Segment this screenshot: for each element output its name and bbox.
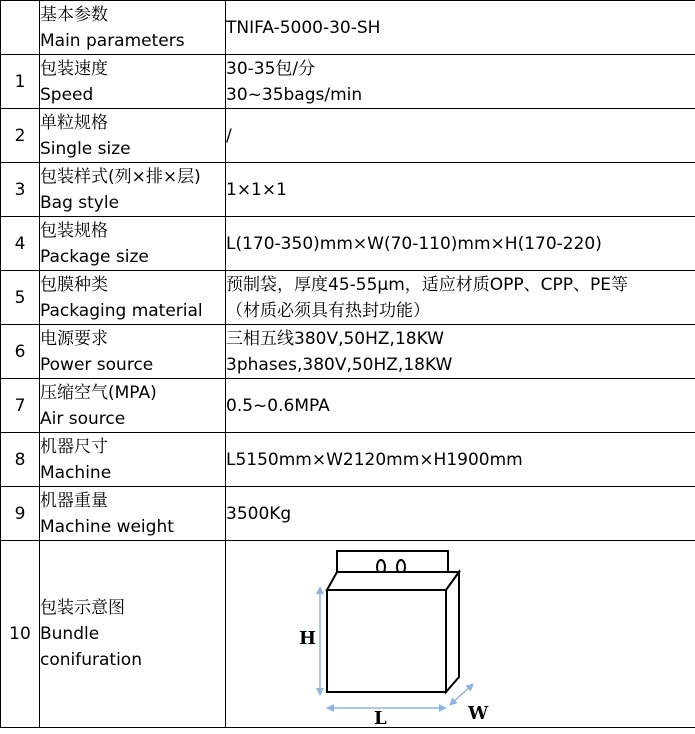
param-zh: 包装速度 [40, 58, 108, 79]
row-number: 5 [1, 271, 40, 325]
value-line2: 30~35bags/min [226, 84, 363, 105]
row-number: 8 [1, 433, 40, 487]
table-row [1, 109, 695, 163]
param-zh: 电源要求 [40, 328, 108, 349]
box-side-face [446, 572, 459, 692]
table-row [1, 433, 695, 487]
param-cell [40, 163, 226, 217]
box-top-face [327, 572, 459, 590]
value-cell [226, 325, 695, 379]
header-param-en: Main parameters [40, 30, 185, 51]
header-model-value: TNIFA-5000-30-SH [226, 1, 695, 55]
param-zh: 包膜种类 [40, 274, 108, 295]
param-zh: 包装示意图 [40, 598, 125, 618]
row-number: 4 [1, 217, 40, 271]
param-en: Bag style [40, 192, 120, 213]
bundle-figure-cell [226, 541, 695, 728]
param-en: Machine [40, 462, 112, 483]
value-cell [226, 271, 695, 325]
param-cell [40, 541, 226, 728]
param-en: Bundle [40, 624, 100, 644]
table-row [1, 217, 695, 271]
row-number: 2 [1, 109, 40, 163]
row-number: 6 [1, 325, 40, 379]
length-label: L [374, 708, 387, 728]
header-param-cell [40, 1, 226, 55]
table-row [1, 541, 695, 728]
param-zh: 包装规格 [40, 220, 108, 241]
param-en: Package size [40, 246, 149, 267]
row-number: 7 [1, 379, 40, 433]
param-en: Speed [40, 84, 94, 105]
value-cell: 0.5~0.6MPA [226, 379, 695, 433]
value-cell: / [226, 109, 695, 163]
value-line1: 30-35包/分 [226, 58, 316, 79]
value-cell: 1×1×1 [226, 163, 695, 217]
width-label: W [468, 703, 489, 724]
param-zh: 压缩空气(MPA) [40, 382, 157, 403]
param-cell [40, 487, 226, 541]
param-en: Single size [40, 138, 131, 159]
width-arrow [452, 686, 471, 703]
param-en: Air source [40, 408, 126, 429]
table-row [1, 55, 695, 109]
box-front-face [327, 590, 446, 692]
param-zh: 机器重量 [40, 490, 108, 511]
param-zh: 机器尺寸 [40, 436, 108, 457]
row-number: 9 [1, 487, 40, 541]
table-row [1, 325, 695, 379]
param-cell [40, 325, 226, 379]
row-number: 10 [1, 541, 40, 728]
table-row [1, 487, 695, 541]
table-header-row [1, 1, 695, 55]
value-line2: 3phases,380V,50HZ,18KW [226, 354, 453, 375]
value-cell [226, 55, 695, 109]
height-label: H [299, 628, 317, 649]
table-row [1, 379, 695, 433]
value-cell: L(170-350)mm×W(70-110)mm×H(170-220) [226, 217, 695, 271]
table-row [1, 271, 695, 325]
header-number-cell [1, 1, 40, 55]
row-number: 1 [1, 55, 40, 109]
param-zh: 单粒规格 [40, 112, 108, 133]
value-cell: 3500Kg [226, 487, 695, 541]
param-en: Machine weight [40, 516, 174, 537]
param-cell [40, 109, 226, 163]
table-row [1, 163, 695, 217]
value-line2: （材质必须具有热封功能） [226, 300, 430, 321]
param-cell [40, 379, 226, 433]
value-line1: 三相五线380V,50HZ,18KW [226, 328, 444, 349]
param-cell [40, 271, 226, 325]
param-cell [40, 217, 226, 271]
header-param-zh: 基本参数 [40, 4, 108, 25]
param-cell [40, 433, 226, 487]
param-cell [40, 55, 226, 109]
param-en: Power source [40, 354, 154, 375]
bundle-diagram [226, 541, 695, 728]
param-en-2: conifuration [40, 650, 142, 670]
value-cell: L5150mm×W2120mm×H1900mm [226, 433, 695, 487]
row-number: 3 [1, 163, 40, 217]
value-line1: 预制袋，厚度45-55μm，适应材质OPP、CPP、PE等 [226, 274, 629, 295]
param-zh: 包装样式(列×排×层) [40, 166, 201, 187]
param-en: Packaging material [40, 300, 203, 321]
